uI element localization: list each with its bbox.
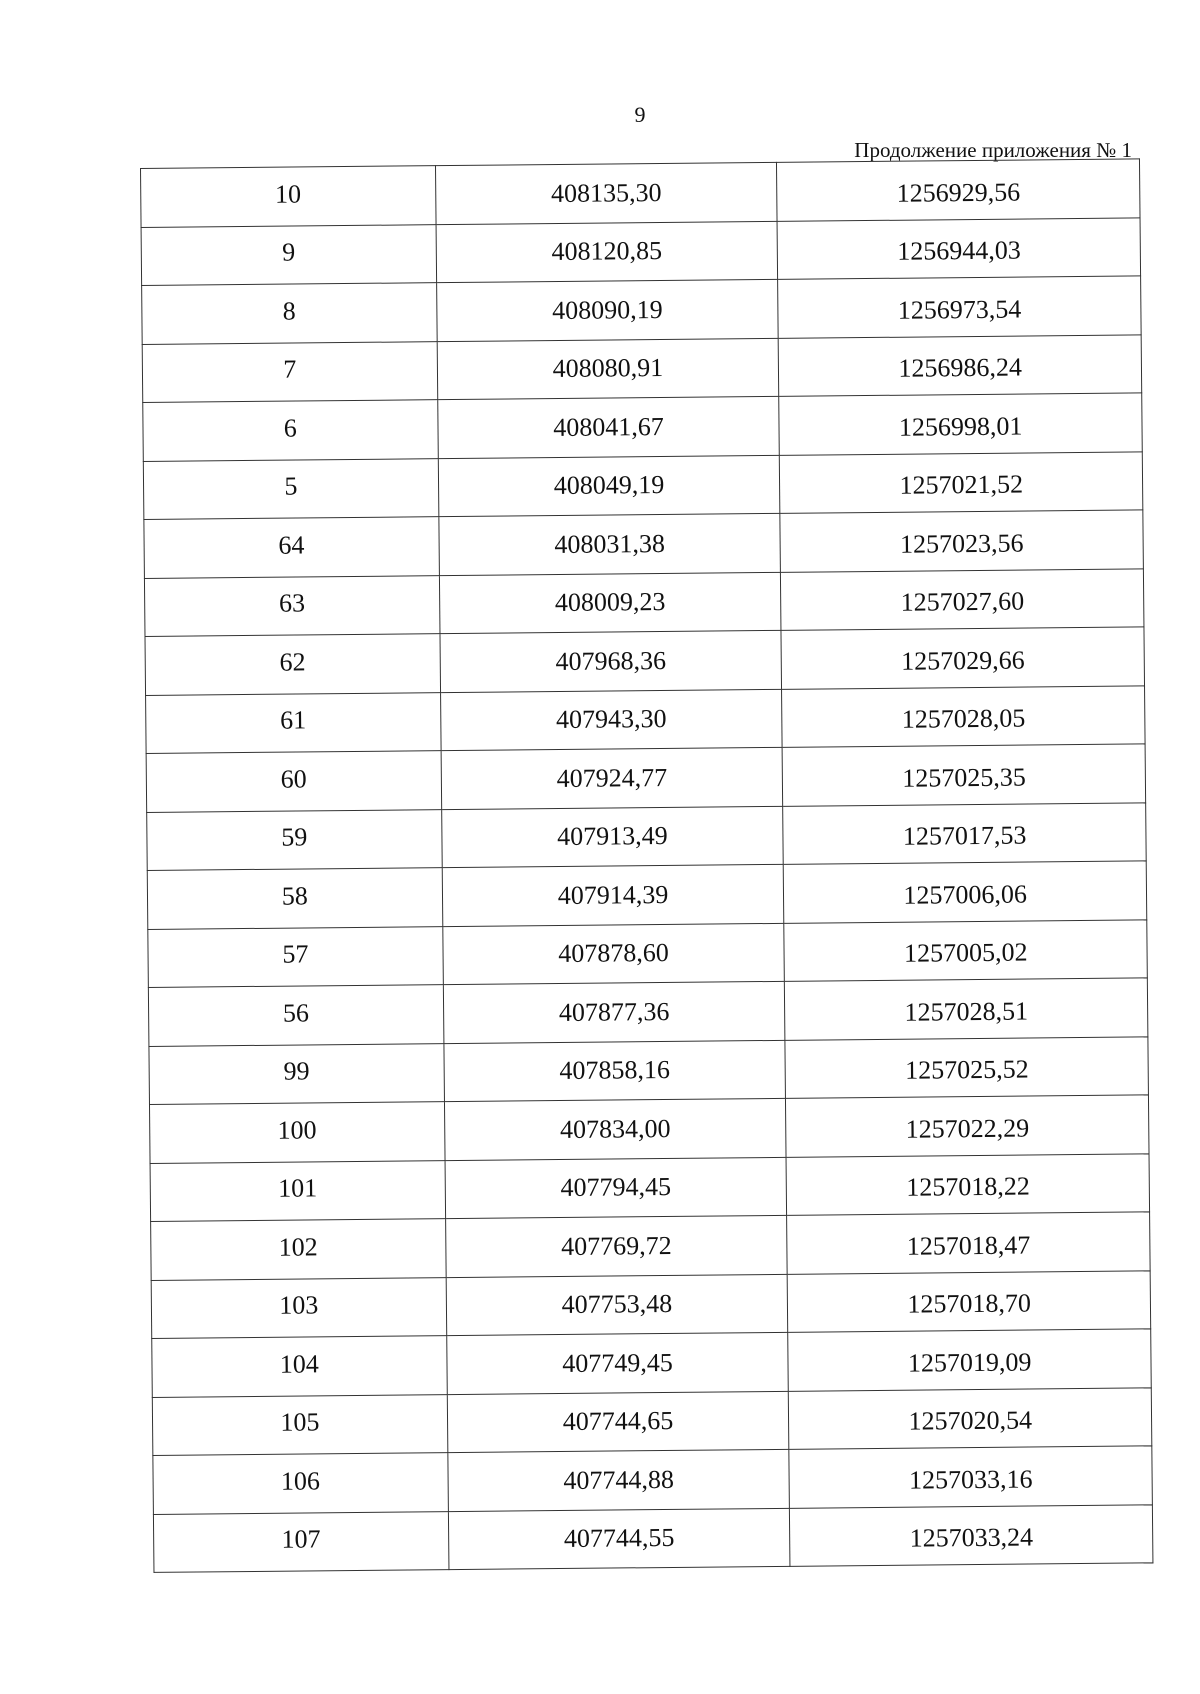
y-coordinate-cell: 1257021,52 bbox=[780, 451, 1143, 513]
y-coordinate-cell: 1257025,35 bbox=[782, 744, 1145, 806]
point-number-cell: 63 bbox=[144, 575, 439, 636]
x-coordinate-cell: 408135,30 bbox=[435, 162, 777, 224]
point-number-cell: 103 bbox=[151, 1277, 446, 1338]
y-coordinate-cell: 1256944,03 bbox=[777, 217, 1140, 279]
point-number-cell: 64 bbox=[144, 517, 439, 578]
x-coordinate-cell: 407968,36 bbox=[440, 630, 782, 692]
y-coordinate-cell: 1257006,06 bbox=[784, 861, 1147, 923]
point-number-cell: 60 bbox=[146, 751, 441, 812]
point-number-cell: 57 bbox=[148, 926, 443, 987]
point-number-cell: 58 bbox=[147, 868, 442, 929]
y-coordinate-cell: 1257018,70 bbox=[788, 1270, 1151, 1332]
x-coordinate-cell: 408031,38 bbox=[439, 513, 781, 575]
point-number-cell: 106 bbox=[153, 1453, 448, 1514]
y-coordinate-cell: 1257029,66 bbox=[781, 627, 1144, 689]
y-coordinate-cell: 1257023,56 bbox=[780, 510, 1143, 572]
x-coordinate-cell: 407744,55 bbox=[448, 1508, 790, 1570]
table-row bbox=[147, 802, 1147, 870]
table-row bbox=[143, 451, 1143, 519]
x-coordinate-cell: 407749,45 bbox=[446, 1332, 788, 1394]
table-row bbox=[147, 861, 1147, 929]
table-row bbox=[148, 978, 1148, 1046]
point-number-cell: 101 bbox=[150, 1160, 445, 1221]
x-coordinate-cell: 407924,77 bbox=[441, 747, 783, 809]
y-coordinate-cell: 1257028,05 bbox=[782, 685, 1145, 747]
x-coordinate-cell: 407877,36 bbox=[443, 981, 785, 1043]
table-row bbox=[146, 685, 1146, 753]
point-number-cell: 8 bbox=[142, 283, 437, 344]
y-coordinate-cell: 1256986,24 bbox=[779, 334, 1142, 396]
x-coordinate-cell: 407913,49 bbox=[441, 806, 783, 868]
table-row bbox=[146, 744, 1146, 812]
y-coordinate-cell: 1256929,56 bbox=[777, 159, 1140, 221]
x-coordinate-cell: 408049,19 bbox=[438, 455, 780, 517]
x-coordinate-cell: 407834,00 bbox=[444, 1098, 786, 1160]
x-coordinate-cell: 407744,65 bbox=[447, 1391, 789, 1453]
x-coordinate-cell: 408009,23 bbox=[439, 572, 781, 634]
x-coordinate-cell: 407943,30 bbox=[440, 689, 782, 751]
table-row bbox=[142, 334, 1142, 402]
x-coordinate-cell: 408080,91 bbox=[437, 338, 779, 400]
point-number-cell: 59 bbox=[147, 809, 442, 870]
table-row bbox=[148, 919, 1148, 987]
table-row bbox=[149, 1036, 1149, 1104]
y-coordinate-cell: 1257020,54 bbox=[789, 1387, 1152, 1449]
point-number-cell: 100 bbox=[149, 1102, 444, 1163]
table-row bbox=[152, 1329, 1152, 1397]
table-row bbox=[153, 1446, 1153, 1514]
x-coordinate-cell: 407914,39 bbox=[442, 864, 784, 926]
point-number-cell: 99 bbox=[149, 1043, 444, 1104]
point-number-cell: 7 bbox=[142, 341, 437, 402]
y-coordinate-cell: 1257027,60 bbox=[781, 568, 1144, 630]
y-coordinate-cell: 1257033,16 bbox=[789, 1446, 1152, 1508]
point-number-cell: 61 bbox=[146, 692, 441, 753]
y-coordinate-cell: 1257022,29 bbox=[786, 1095, 1149, 1157]
point-number-cell: 10 bbox=[141, 166, 436, 227]
x-coordinate-cell: 408041,67 bbox=[437, 396, 779, 458]
table-row bbox=[151, 1212, 1151, 1280]
table-row bbox=[144, 510, 1144, 578]
x-coordinate-cell: 407769,72 bbox=[445, 1215, 787, 1277]
table-row bbox=[145, 627, 1145, 695]
point-number-cell: 62 bbox=[145, 634, 440, 695]
table-row bbox=[149, 1095, 1149, 1163]
table-row bbox=[152, 1387, 1152, 1455]
table-row bbox=[143, 393, 1143, 461]
x-coordinate-cell: 407858,16 bbox=[444, 1040, 786, 1102]
coordinates-table-body bbox=[141, 159, 1153, 1573]
table-row bbox=[150, 1153, 1150, 1221]
y-coordinate-cell: 1257019,09 bbox=[788, 1329, 1151, 1391]
point-number-cell: 9 bbox=[141, 224, 436, 285]
x-coordinate-cell: 407878,60 bbox=[442, 923, 784, 985]
y-coordinate-cell: 1256998,01 bbox=[779, 393, 1142, 455]
y-coordinate-cell: 1257017,53 bbox=[783, 802, 1146, 864]
y-coordinate-cell: 1257005,02 bbox=[784, 919, 1147, 981]
x-coordinate-cell: 407753,48 bbox=[446, 1274, 788, 1336]
y-coordinate-cell: 1256973,54 bbox=[778, 276, 1141, 338]
x-coordinate-cell: 408120,85 bbox=[436, 221, 778, 283]
table-row bbox=[141, 159, 1141, 227]
y-coordinate-cell: 1257028,51 bbox=[785, 978, 1148, 1040]
appendix-continuation-note: Продолжение приложения № 1 bbox=[854, 138, 1132, 162]
point-number-cell: 6 bbox=[143, 400, 438, 461]
point-number-cell: 104 bbox=[152, 1336, 447, 1397]
coordinates-table bbox=[140, 158, 1153, 1573]
table-row bbox=[142, 276, 1142, 344]
point-number-cell: 107 bbox=[153, 1511, 448, 1572]
point-number-cell: 5 bbox=[143, 458, 438, 519]
y-coordinate-cell: 1257018,47 bbox=[787, 1212, 1150, 1274]
table-row bbox=[153, 1504, 1153, 1572]
table-row bbox=[144, 568, 1144, 636]
point-number-cell: 102 bbox=[151, 1219, 446, 1280]
page-number: 9 bbox=[634, 102, 646, 127]
table-row bbox=[141, 217, 1141, 285]
x-coordinate-cell: 407744,88 bbox=[448, 1449, 790, 1511]
table-row bbox=[151, 1270, 1151, 1338]
y-coordinate-cell: 1257018,22 bbox=[786, 1153, 1149, 1215]
y-coordinate-cell: 1257025,52 bbox=[785, 1036, 1148, 1098]
y-coordinate-cell: 1257033,24 bbox=[790, 1504, 1153, 1566]
x-coordinate-cell: 407794,45 bbox=[445, 1157, 787, 1219]
point-number-cell: 105 bbox=[152, 1394, 447, 1455]
point-number-cell: 56 bbox=[148, 985, 443, 1046]
x-coordinate-cell: 408090,19 bbox=[436, 279, 778, 341]
